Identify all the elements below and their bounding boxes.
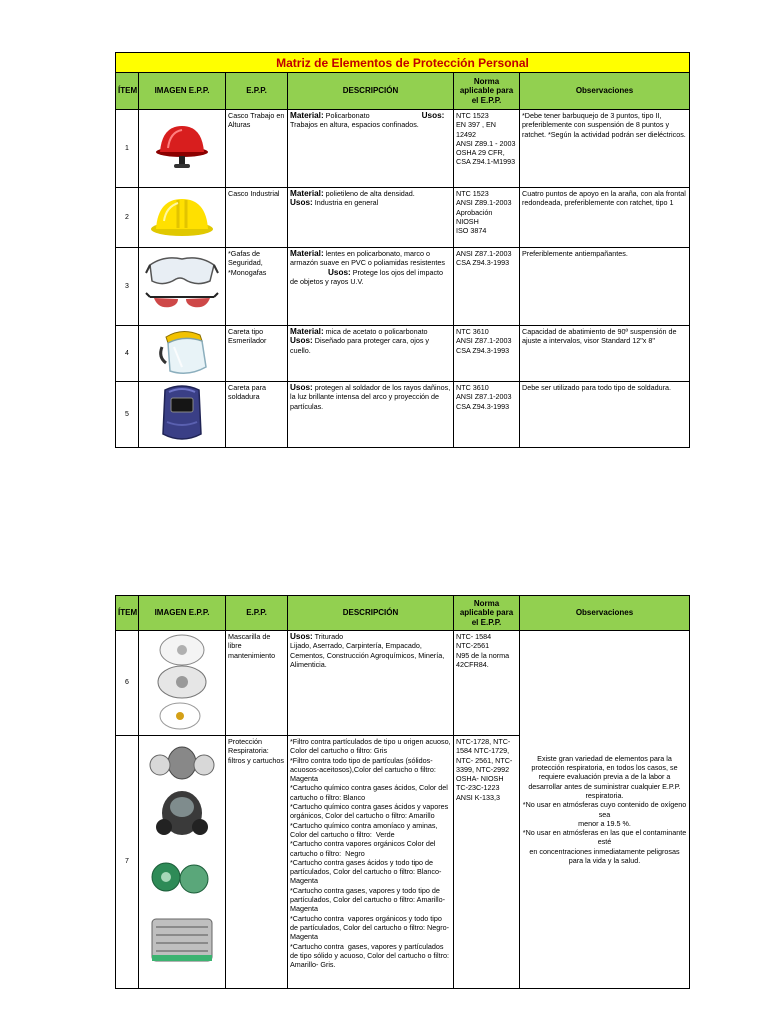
norm-line: ISO 3874	[456, 226, 487, 236]
item-number: 3	[116, 248, 139, 326]
desc-value-usos: Diseñado para proteger cara, ojos y cuello.	[290, 336, 430, 355]
desc-line: *Cartucho contra gases, vapores y todo tipo de partículados, Color del cartucho o filtro: Amarillo-Magenta	[290, 885, 445, 914]
item-number: 7	[116, 736, 139, 989]
yellow-hard-hat-icon	[148, 191, 216, 241]
norm-cell	[454, 736, 520, 989]
header-item: ÍTEM	[116, 596, 139, 631]
table-row	[116, 382, 690, 448]
description	[288, 188, 454, 248]
desc-label-usos: Usos:	[290, 198, 313, 208]
epp-matrix-table-2	[115, 595, 690, 989]
header-description: DESCRIPCIÓN	[288, 73, 454, 110]
image-cell	[139, 326, 226, 382]
norm-cell	[454, 110, 520, 188]
respirator-cartridges-icon	[146, 741, 218, 981]
description	[288, 110, 454, 188]
welding-mask-icon	[157, 382, 207, 444]
safety-glasses-icon	[144, 251, 220, 319]
description	[288, 631, 454, 736]
desc-value-usos: Triturado Lijado, Aserrado, Carpintería, Empacado, Cementos, Construcción Agroquímicos, Minería, Alimenticia.	[290, 632, 445, 669]
table-row	[116, 631, 690, 736]
epp-matrix-table-1	[115, 52, 690, 448]
matrix-title: Matriz de Elementos de Protección Personal	[116, 53, 690, 73]
description	[288, 248, 454, 326]
norm-cell	[454, 382, 520, 448]
item-number: 4	[116, 326, 139, 382]
desc-value-material: Policarbonato	[323, 111, 370, 120]
observations: *Debe tener barbuquejo de 3 puntos, tipo II, preferiblemente con suspensión de 8 puntos y ratchet. *Según la actividad podrán ser dieléctricos.	[520, 110, 690, 188]
norm-line: N95 de la norma 42CFR84.	[456, 650, 512, 669]
desc-label-usos: Usos:	[290, 336, 313, 346]
table-row	[116, 110, 690, 188]
norm-cell	[454, 188, 520, 248]
norm-line: ANSI Z89.1-2003	[456, 198, 512, 208]
epp-name: Careta para soldadura	[226, 382, 288, 448]
epp-name: Casco Industrial	[226, 188, 288, 248]
header-item: ÍTEM	[116, 73, 139, 110]
observations: Debe ser utilizado para todo tipo de soldadura.	[520, 382, 690, 448]
desc-line: *Filtro contra todo tipo de partículas (sólidos-acuosos-aceitosos),Color del cartucho o filtro: Magenta	[290, 755, 438, 784]
epp-name: Mascarilla de libre mantenimiento	[226, 631, 288, 736]
item-number: 1	[116, 110, 139, 188]
desc-line: *Cartucho contra gases ácidos y todo tipo de partículados, Color del cartucho o filtro: Blanco-Magenta	[290, 857, 442, 886]
norm-line: EN 397 , EN 12492	[456, 120, 498, 139]
desc-line: *Filtro contra partículados de tipo u origen acuoso, Color del cartucho o filtro: Gris	[290, 737, 453, 756]
desc-label-usos: Usos:	[328, 267, 351, 277]
desc-label-usos: Usos:	[290, 383, 313, 392]
header-epp: E.P.P.	[226, 73, 288, 110]
desc-label-material: Material:	[290, 111, 324, 120]
image-cell	[139, 110, 226, 188]
desc-value-usos: Protege los ojos del impacto de objetos y rayos U.V.	[290, 267, 444, 286]
norm-line: ANSI Z89.1 - 2003	[456, 138, 516, 148]
norm-line: ANSI K-133,3	[456, 792, 500, 802]
norm-line: NTC-1728, NTC-1584 NTC-1729, NTC- 2561, NTC-3399, NTC-2992	[456, 737, 513, 774]
norm-line: CSA Z94.3-1993	[456, 345, 510, 355]
desc-line: *Cartucho químico contra amoníaco y aminas, Color del cartucho o filtro: Verde	[290, 820, 440, 839]
desc-label-material: Material:	[290, 189, 324, 198]
epp-name: Protección Respiratoria: filtros y cartuchos	[226, 736, 288, 989]
norm-line: NTC 1523	[456, 189, 489, 198]
norm-line: ANSI Z87.1-2003	[456, 336, 512, 346]
norm-line: OSHA 29 CFR,	[456, 148, 505, 158]
norm-line: ANSI Z87.1-2003	[456, 249, 512, 258]
desc-value-usos: Trabajos en altura, espacios confinados.	[290, 120, 419, 130]
face-shield-icon	[152, 327, 212, 377]
table-row	[116, 188, 690, 248]
desc-value-usos: protegen al soldador de los rayos dañinos, la luz brillante intensa del arco y proyección de partículas.	[290, 383, 451, 411]
obs-line: menor a 19.5 %.	[578, 818, 631, 828]
epp-name: *Gafas de Seguridad, *Monogafas	[226, 248, 288, 326]
norm-cell	[454, 248, 520, 326]
image-cell	[139, 248, 226, 326]
norm-line: CSA Z94.3-1993	[456, 258, 510, 268]
norm-cell	[454, 326, 520, 382]
norm-line: NTC 3610	[456, 383, 489, 392]
desc-value-material: lentes en policarbonato, marco o armazón suave en PVC o poliamidas resistentes	[290, 249, 446, 268]
item-number: 6	[116, 631, 139, 736]
observations-respiratory	[520, 631, 690, 989]
desc-label-material: Material:	[290, 327, 324, 336]
image-cell	[139, 382, 226, 448]
norm-line: NTC-2561	[456, 641, 490, 651]
desc-label-usos: Usos:	[290, 632, 313, 641]
desc-line: *Cartucho contra vapores orgánicos y todo tipo de partículados, Color del cartucho o filtro: Negro-Magenta	[290, 913, 450, 942]
header-epp: E.P.P.	[226, 596, 288, 631]
norm-line: OSHA- NIOSH TC-23C-1223	[456, 774, 506, 793]
desc-line: *Cartucho químico contra gases ácidos, Color del cartucho o filtro: Blanco	[290, 783, 450, 802]
obs-line: *No usar en atmósferas cuyo contenido de oxígeno sea	[522, 800, 689, 819]
desc-label-usos: Usos:	[421, 111, 445, 120]
observations: Cuatro puntos de apoyo en la araña, con ala frontal redondeada, preferiblemente con ratchet, tipo 1	[520, 188, 690, 248]
epp-name: Casco Trabajo en Alturas	[226, 110, 288, 188]
norm-line: NTC 1523	[456, 111, 489, 120]
desc-value-material: mica de acetato o policarbonato	[323, 327, 428, 336]
description	[288, 326, 454, 382]
norm-line: CSA Z94.1-M1993	[456, 157, 516, 167]
obs-line: *No usar en atmósferas en las que el contaminante esté	[522, 828, 689, 847]
image-cell	[139, 188, 226, 248]
norm-line: NTC 3610	[456, 327, 489, 336]
epp-name: Careta tipo Esmerilador	[226, 326, 288, 382]
norm-line: CSA Z94.3-1993	[456, 401, 510, 411]
norm-cell	[454, 631, 520, 736]
item-number: 5	[116, 382, 139, 448]
image-cell	[139, 736, 226, 989]
header-norm: Norma aplicable para el E.P.P.	[454, 73, 520, 110]
observations: Preferiblemente antiempañantes.	[520, 248, 690, 326]
header-observations: Observaciones	[520, 596, 690, 631]
obs-line: Existe gran variedad de elementos para la protección respiratoria, en todos los casos, se requiere evaluación previa a de la labor a desarrollar antes de suministrar cualquier E.P.P. respiratoria.	[528, 753, 683, 800]
header-image: IMAGEN E.P.P.	[139, 596, 226, 631]
norm-line: ANSI Z87.1-2003	[456, 392, 512, 402]
item-number: 2	[116, 188, 139, 248]
table-row	[116, 326, 690, 382]
desc-label-material: Material:	[290, 249, 324, 258]
norm-line: Aprobación NIOSH	[456, 207, 495, 226]
red-hard-hat-icon	[150, 120, 214, 174]
desc-line: *Cartucho contra vapores orgánicos Color del cartucho o filtro: Negro	[290, 839, 438, 858]
table-row	[116, 248, 690, 326]
header-norm: Norma aplicable para el E.P.P.	[454, 596, 520, 631]
desc-value-material: polietileno de alta densidad.	[323, 189, 415, 198]
header-description: DESCRIPCIÓN	[288, 596, 454, 631]
description	[288, 382, 454, 448]
norm-line: NTC- 1584	[456, 632, 492, 641]
header-observations: Observaciones	[520, 73, 690, 110]
dust-mask-icon	[152, 632, 212, 732]
description	[288, 736, 454, 989]
desc-line: *Cartucho contra gases, vapores y partículados de tipo sólido y acuoso, Color del cartucho o filtro: Amarillo- Gris.	[290, 941, 453, 970]
header-image: IMAGEN E.P.P.	[139, 73, 226, 110]
obs-line: en concentraciones inmediatamente peligrosas para la vida y la salud.	[529, 846, 682, 865]
desc-value-usos: Industria en general	[312, 198, 379, 208]
observations: Capacidad de abatimiento de 90º suspensión de ajuste a intervalos, visor Standard 12"x 8"	[520, 326, 690, 382]
image-cell	[139, 631, 226, 736]
desc-line: *Cartucho químico contra gases ácidos y vapores orgánicos, Color del cartucho o filtro: Amarillo	[290, 802, 451, 821]
